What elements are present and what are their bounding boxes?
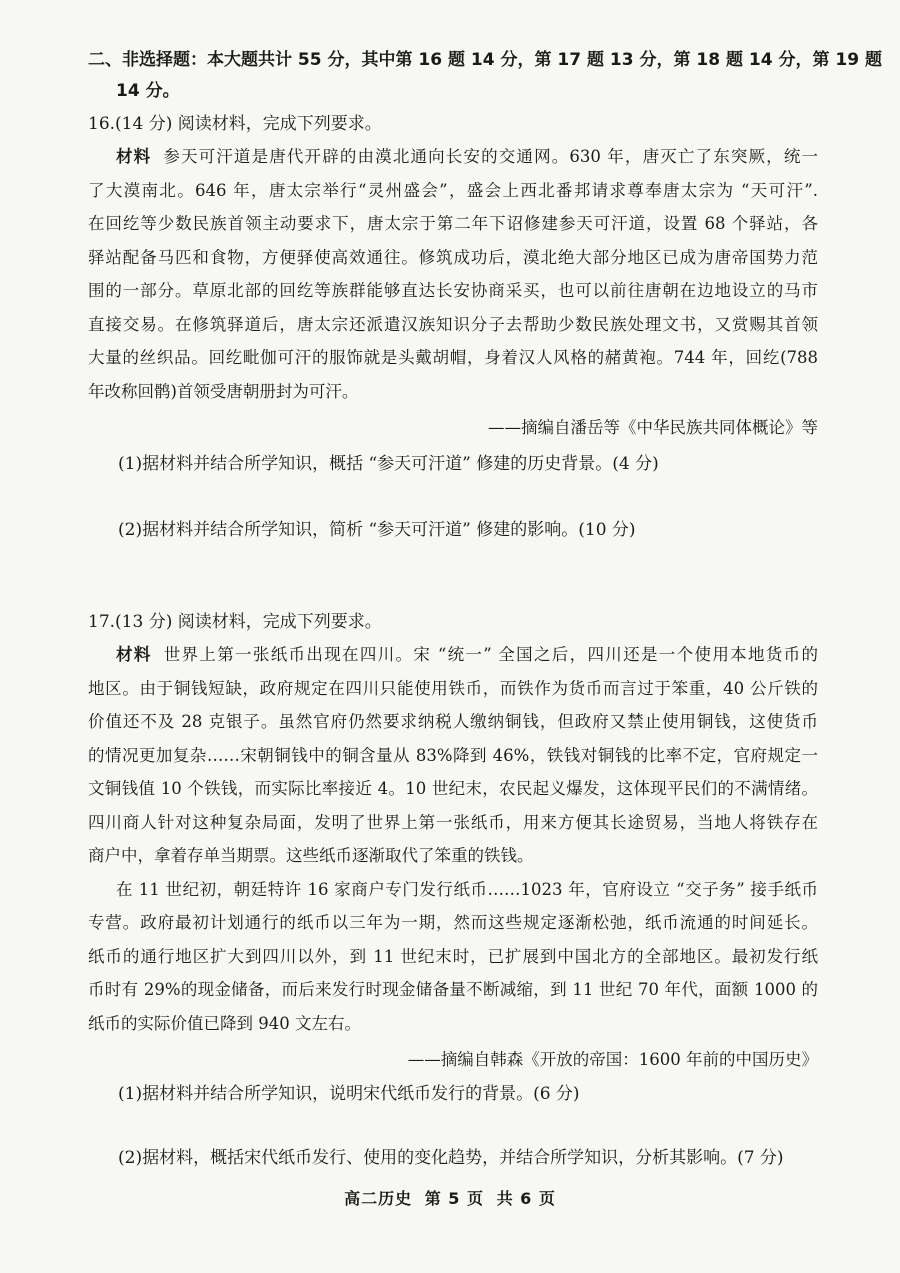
material-line: 四川商人针对这种复杂局面，发明了世界上第一张纸币，用来方便其长途贸易，当地人将铁存在 bbox=[88, 812, 818, 832]
material-line: 地区。由于铜钱短缺，政府规定在四川只能使用铁币，而铁作为货币而言过于笨重，40 公斤铁的 bbox=[88, 678, 818, 698]
section-title: 二、非选择题：本大题共计 55 分，其中第 16 题 14 分，第 17 题 13 分，第 18 题 14 分，第 19 题 bbox=[88, 50, 882, 70]
material-line: 专营。政府最初计划通行的纸币以三年为一期，然而这些规定逐渐松弛，纸币流通的时间延长。 bbox=[88, 913, 818, 932]
material-line: 在 11 世纪初，朝廷特许 16 家商户专门发行纸币……1023 年，官府设立 “交子务” 接手纸币 bbox=[116, 879, 818, 899]
question-16-material bbox=[88, 140, 818, 408]
footer-total-pages: 共 6 页 bbox=[496, 1189, 556, 1208]
material-line: 驿站配备马匹和食物，方便驿使高效通往。修筑成功后，漠北绝大部分地区已成为唐帝国势力范 bbox=[88, 247, 818, 267]
question-16-sub-2: (2)据材料并结合所学知识，简析 “参天可汗道” 修建的影响。(10 分) bbox=[118, 520, 636, 540]
material-line: 文铜钱值 10 个铁钱，而实际比率接近 4。10 世纪末，农民起义爆发，这体现平民们的不满情绪。 bbox=[88, 779, 818, 798]
material-line: 币时有 29%的现金储备，而后来发行时现金储备量不断减缩，到 11 世纪 70 年代，面额 1000 的 bbox=[88, 980, 818, 999]
question-17-sub-2: (2)据材料，概括宋代纸币发行、使用的变化趋势，并结合所学知识，分析其影响。(7 分) bbox=[118, 1148, 784, 1168]
material-line: 纸币的通行地区扩大到四川以外，到 11 世纪末时，已扩展到中国北方的全部地区。最初发行纸 bbox=[88, 946, 818, 966]
material-line: 材料 世界上第一张纸币出现在四川。宋 “统一” 全国之后，四川还是一个使用本地货币的 bbox=[116, 645, 818, 664]
footer-page-number: 第 5 页 bbox=[424, 1189, 484, 1208]
page-footer bbox=[0, 1186, 900, 1209]
material-line: 商户中，拿着存单当期票。这些纸币逐渐取代了笨重的铁钱。 bbox=[88, 846, 534, 865]
material-line: 年改称回鹘)首领受唐朝册封为可汗。 bbox=[88, 381, 359, 401]
material-line: 纸币的实际价值已降到 940 文左右。 bbox=[88, 1013, 361, 1033]
section-title-cont: 14 分。 bbox=[116, 81, 180, 101]
question-16-source: ——摘编自潘岳等《中华民族共同体概论》等 bbox=[488, 418, 818, 437]
question-17-sub-1: (1)据材料并结合所学知识，说明宋代纸币发行的背景。(6 分) bbox=[118, 1084, 580, 1104]
material-line: 围的一部分。草原北部的回纥等族群能够直达长安协商采买，也可以前往唐朝在边地设立的马市 bbox=[88, 281, 818, 300]
material-line: 大量的丝织品。回纥毗伽可汗的服饰就是头戴胡帽，身着汉人风格的赭黄袍。744 年，回纥(788 bbox=[88, 348, 818, 367]
material-line: 直接交易。在修筑驿道后，唐太宗还派遣汉族知识分子去帮助少数民族处理文书，又赏赐其首领 bbox=[88, 314, 818, 334]
question-17-source: ——摘编自韩森《开放的帝国：1600 年前的中国历史》 bbox=[407, 1050, 818, 1069]
material-line: 在回纥等少数民族首领主动要求下，唐太宗于第二年下诏修建参天可汗道，设置 68 个驿站，各 bbox=[88, 214, 818, 233]
question-17-header: 17.(13 分) 阅读材料，完成下列要求。 bbox=[88, 612, 382, 632]
material-label: 材料 bbox=[116, 645, 152, 664]
material-line: 价值还不及 28 克银子。虽然官府仍然要求纳税人缴纳铜钱，但政府又禁止使用铜钱，这使货币 bbox=[88, 712, 818, 731]
question-16-sub-1: (1)据材料并结合所学知识，概括 “参天可汗道” 修建的历史背景。(4 分) bbox=[118, 454, 659, 474]
question-16-header: 16.(14 分) 阅读材料，完成下列要求。 bbox=[88, 114, 382, 134]
material-label: 材料 bbox=[116, 147, 152, 166]
footer-subject: 高二历史 bbox=[344, 1189, 413, 1208]
material-line: 材料 参天可汗道是唐代开辟的由漠北通向长安的交通网。630 年，唐灭亡了东突厥，统一 bbox=[116, 147, 818, 166]
material-line: 了大漠南北。646 年，唐太宗举行“灵州盛会”，盛会上西北番邦请求尊奉唐太宗为 “天可汗”. bbox=[88, 180, 818, 200]
material-line: 的情况更加复杂……宋朝铜钱中的铜含量从 83%降到 46%，铁钱对铜钱的比率不定，官府规定一 bbox=[88, 745, 818, 765]
question-17-material bbox=[88, 638, 818, 1040]
